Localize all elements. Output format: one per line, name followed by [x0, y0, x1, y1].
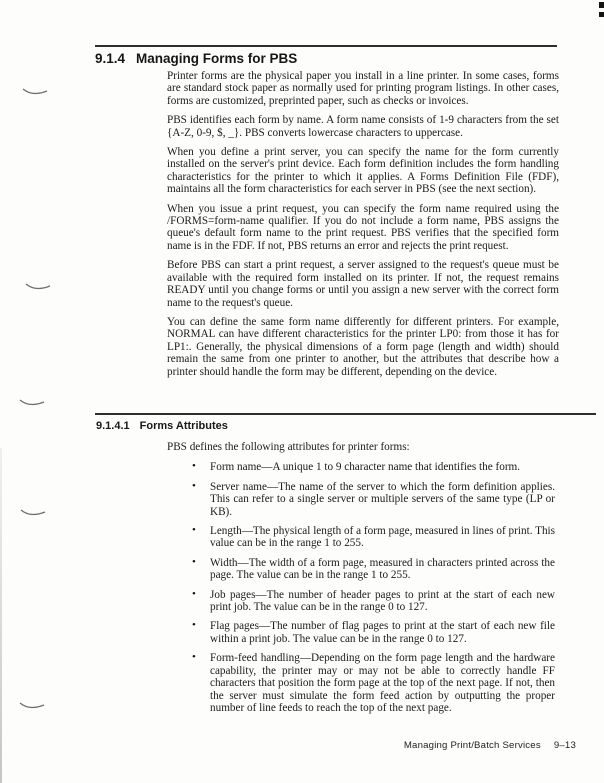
list-item-text: Form name—A unique 1 to 9 character name that identifies the form. [210, 461, 521, 474]
footer-page-number: 9–13 [553, 740, 576, 751]
section-body [167, 70, 559, 385]
subsection-number: 9.1.4.1 [96, 420, 130, 432]
list-item [167, 557, 555, 582]
list-item [167, 652, 555, 714]
body-paragraph: When you define a print server, you can specify the name for the form currently installed on the server's print device. Each form definition includes the form handling characteristics for the printer to which it applies. A Forms Definition File (FDF), maintains all the form characteristics for each server in PBS (see the next section). [167, 146, 559, 196]
margin-tick-icon [22, 86, 48, 96]
bullet-icon: • [192, 619, 196, 632]
margin-tick-icon [25, 281, 51, 291]
list-item-text: Flag pages—The number of flag pages to print at the start of each new file within a print job. The value can be in the range 0 to 127. [210, 620, 555, 645]
bullet-icon: • [192, 555, 196, 568]
bullet-icon: • [192, 479, 196, 492]
margin-tick-icon [20, 507, 46, 517]
body-paragraph: PBS identifies each form by name. A form name consists of 1-9 characters from the set {A-Z, 0-9, $, _}. PBS converts lowercase characters to uppercase. [167, 114, 559, 139]
body-paragraph: You can define the same form name differently for different printers. For example, NORMAL can have different characteristics for the printer LP0: from those it has for LP1:. Generally, the physical dimensions of a form page (length and width) should remain the same from one printer to another, but the attributes that describe how a printer should handle the form may be different, depending on the device. [167, 315, 559, 378]
section-divider-top [95, 45, 557, 47]
body-paragraph: Before PBS can start a print request, a server assigned to the request's queue must be available with the required form installed on its printer. If not, the request remains READY until you change forms or until you assign a new server with the correct form name to the request's queue. [167, 259, 559, 309]
section-divider-sub [95, 413, 596, 415]
list-item-text: Job pages—The number of header pages to print at the start of each new print job. The value can be in the range 0 to 127. [210, 588, 555, 614]
scan-edge-artifact [0, 448, 2, 783]
bullet-icon: • [192, 587, 196, 600]
subsection-body [167, 441, 559, 721]
page-footer [404, 740, 576, 751]
list-item [167, 461, 555, 473]
body-paragraph: When you issue a print request, you can specify the form name required using the /FORMS=form-name qualifier. If you do not include a form name, PBS assigns the queue's default form name to the print request. PBS verifies that the specified form name is in the FDF. If not, PBS returns an error and rejects the print request. [167, 202, 559, 252]
list-item [167, 481, 555, 518]
section-heading [95, 51, 297, 66]
list-item [167, 620, 555, 645]
subsection-heading [96, 420, 228, 432]
attributes-list [167, 461, 559, 714]
subsection-title: Forms Attributes [139, 420, 228, 432]
list-item-text: Server name—The name of the server to which the form definition applies. This can refer to a single server or multiple servers of the same type (LP or KB). [210, 480, 555, 518]
margin-tick-icon [19, 397, 45, 407]
list-item [167, 525, 555, 550]
section-number: 9.1.4 [95, 51, 126, 66]
section-title: Managing Forms for PBS [136, 51, 298, 66]
margin-tick-icon [19, 700, 45, 710]
list-item-text: Width—The width of a form page, measured in characters printed across the page. The value can be in the range 1 to 255. [210, 556, 555, 582]
bullet-icon: • [192, 460, 196, 473]
subsection-intro: PBS defines the following attributes for printer forms: [167, 441, 410, 453]
scan-corner-artifact [599, 2, 604, 8]
body-paragraph: Printer forms are the physical paper you install in a line printer. In some cases, forms are standard stock paper as normally used for printing program listings. In other cases, forms are customized, preprinted paper, such as checks or invoices. [167, 70, 559, 107]
list-item-text: Length—The physical length of a form page, measured in lines of print. This value can be in the range 1 to 255. [210, 525, 555, 550]
list-item-text: Form-feed handling—Depending on the form page length and the hardware capability, the printer may or may not be able to correctly handle FF characters that position the form page at the top of the next page. If not, then the server must simulate the form feed action by outputting the proper number of line feeds to reach the top of the next page. [210, 652, 555, 714]
bullet-icon: • [192, 651, 196, 664]
bullet-icon: • [192, 524, 196, 537]
list-item [167, 589, 555, 614]
footer-running-title: Managing Print/Batch Services [403, 740, 541, 751]
scan-corner-artifact [599, 12, 604, 17]
